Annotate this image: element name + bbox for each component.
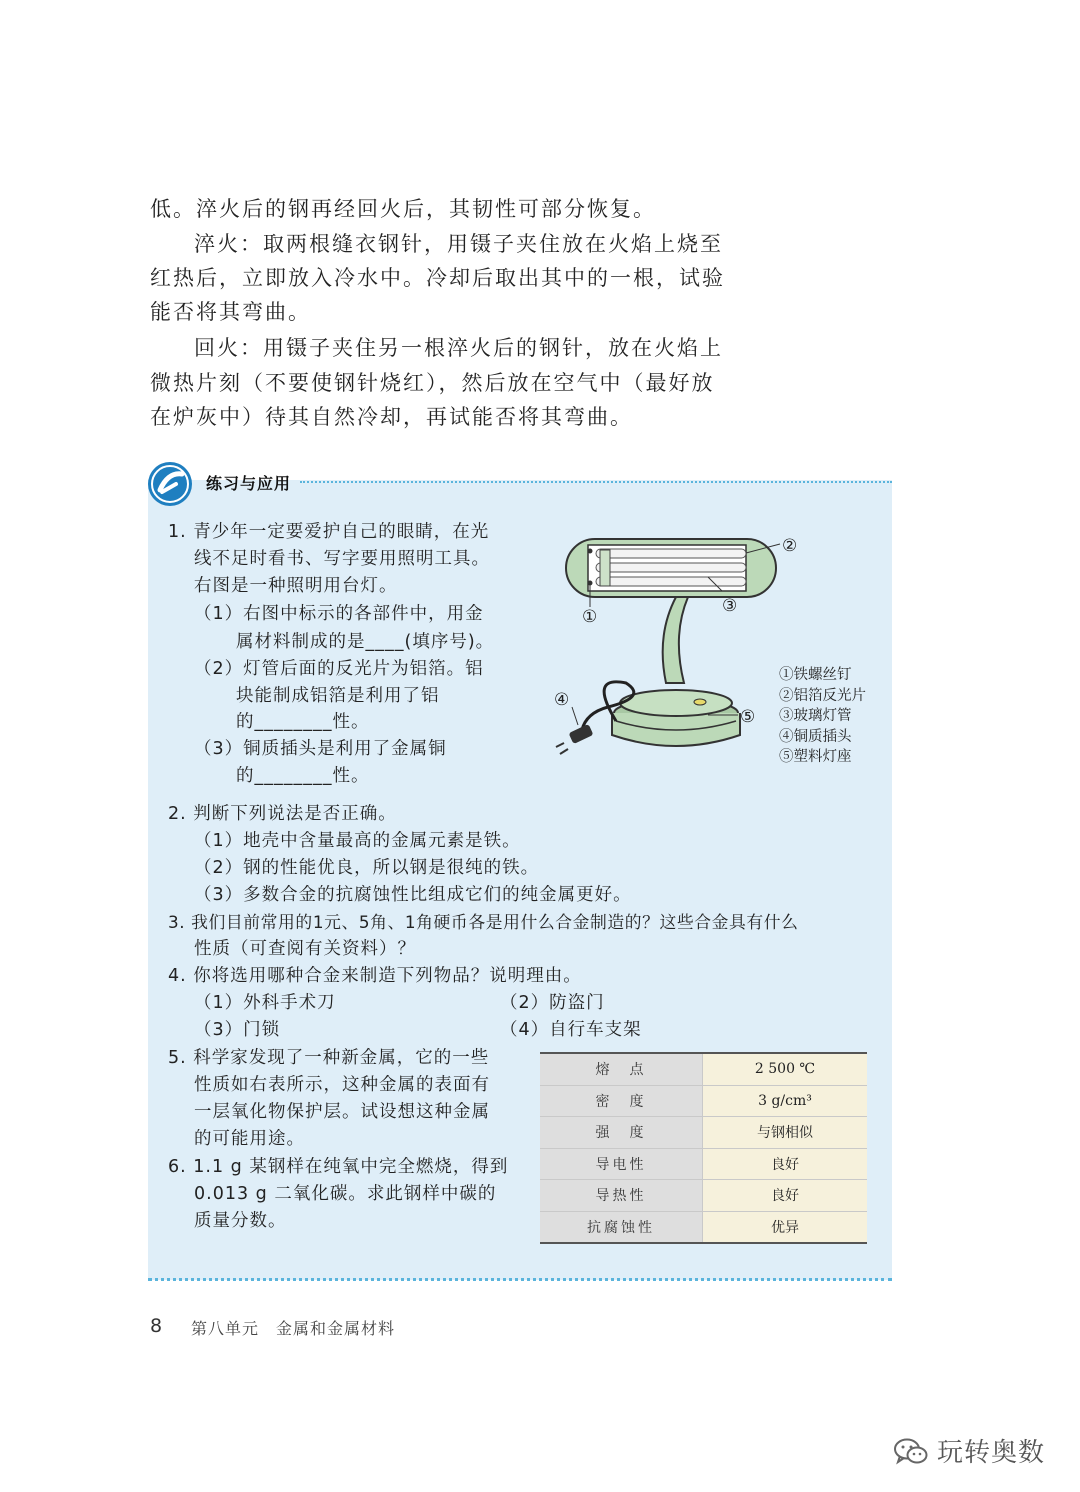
callout-5: ⑤ <box>740 707 756 727</box>
q5-line: 一层氧化物保护层。试设想这种金属 <box>194 1102 490 1122</box>
table-row <box>540 1211 867 1243</box>
q1-line: 右图是一种照明用台灯。 <box>194 576 398 596</box>
property-value: 良好 <box>703 1148 868 1180</box>
q6-line: 0.013 g 二氧化碳。求此钢样中碳的 <box>194 1184 497 1204</box>
property-value: 良好 <box>703 1180 868 1212</box>
q3-line: 3. 我们目前常用的1元、5角、1角硬币各是用什么合金制造的？这些合金具有什么 <box>168 912 799 932</box>
q1-line: 属材料制成的是____(填序号)。 <box>236 632 495 652</box>
q2-line: （3）多数合金的抗腐蚀性比组成它们的纯金属更好。 <box>194 885 632 905</box>
table-row <box>540 1117 867 1149</box>
lamp-legend <box>779 665 866 768</box>
q4-item: （2）防盗门 <box>500 993 605 1013</box>
metal-properties-table <box>540 1052 867 1244</box>
property-value: 与钢相似 <box>703 1117 868 1149</box>
section-badge-icon <box>146 460 194 508</box>
table-row <box>540 1180 867 1212</box>
property-name: 强 度 <box>540 1117 703 1149</box>
q5-line: 的可能用途。 <box>194 1129 305 1149</box>
callout-2: ② <box>782 536 798 556</box>
property-value: 优异 <box>703 1211 868 1243</box>
q2-line: （2）钢的性能优良，所以钢是很纯的铁。 <box>194 858 540 878</box>
callout-4: ④ <box>554 690 570 710</box>
legend-item: ③玻璃灯管 <box>779 708 852 724</box>
property-value: 3 g/cm³ <box>703 1085 868 1117</box>
q4-item: （1）外科手术刀 <box>194 993 336 1013</box>
property-value: 2 500 ℃ <box>703 1053 868 1085</box>
property-name: 导电性 <box>540 1148 703 1180</box>
q1-line: （3）铜质插头是利用了金属铜 <box>194 739 447 759</box>
wechat-icon <box>893 1437 929 1467</box>
property-name: 抗腐蚀性 <box>540 1211 703 1243</box>
property-name: 导热性 <box>540 1180 703 1212</box>
table-row <box>540 1053 867 1085</box>
q1-line: 1. 青少年一定要爱护自己的眼睛，在光 <box>168 522 490 542</box>
legend-item: ②铝箔反光片 <box>779 687 866 704</box>
property-name: 熔 点 <box>540 1053 703 1085</box>
table-row <box>540 1148 867 1180</box>
legend-item: ⑤塑料灯座 <box>779 749 852 765</box>
q4-stem: 4. 你将选用哪种合金来制造下列物品？说明理由。 <box>168 966 582 986</box>
q4-item: （4）自行车支架 <box>500 1020 642 1040</box>
section-divider-bottom <box>148 1278 892 1281</box>
q2-line: （1）地壳中含量最高的金属元素是铁。 <box>194 831 521 851</box>
property-name: 密 度 <box>540 1085 703 1117</box>
legend-item: ④铜质插头 <box>779 728 852 745</box>
legend-item: ①铁螺丝钉 <box>779 667 852 683</box>
page-number: 8 <box>150 1315 163 1337</box>
body-line: 低。淬火后的钢再经回火后，其韧性可部分恢复。 <box>150 197 656 221</box>
q1-line: （1）右图中标示的各部件中，用金 <box>194 604 484 624</box>
q1-line: 的________性。 <box>236 712 370 732</box>
section-divider-top <box>300 481 892 483</box>
callout-3: ③ <box>722 596 738 616</box>
q4-item: （3）门锁 <box>194 1020 281 1040</box>
q1-line: 的________性。 <box>236 766 370 786</box>
body-line: 微热片刻（不要使钢针烧红），然后放在空气中（最好放 <box>150 371 715 395</box>
body-line: 能否将其弯曲。 <box>150 300 311 324</box>
q1-line: 线不足时看书、写字要用照明工具。 <box>194 549 490 569</box>
section-title: 练习与应用 <box>206 474 292 493</box>
q6-line: 质量分数。 <box>194 1211 287 1231</box>
q5-line: 5. 科学家发现了一种新金属，它的一些 <box>168 1048 490 1068</box>
q1-line: 块能制成铝箔是利用了铝 <box>236 686 440 706</box>
q2-line: 2. 判断下列说法是否正确。 <box>168 804 397 824</box>
body-line: 回火：用镊子夹住另一根淬火后的钢针，放在火焰上 <box>194 336 723 360</box>
table-row <box>540 1085 867 1117</box>
q3-line: 性质（可查阅有关资料）？ <box>194 939 416 959</box>
watermark-text: 玩转奥数 <box>937 1438 1046 1468</box>
chapter-title: 第八单元 金属和金属材料 <box>191 1319 396 1338</box>
body-line: 淬火：取两根缝衣钢针，用镊子夹住放在火焰上烧至 <box>194 232 723 256</box>
q5-line: 性质如右表所示，这种金属的表面有 <box>194 1075 490 1095</box>
q6-line: 6. 1.1 g 某钢样在纯氧中完全燃烧，得到 <box>168 1157 509 1177</box>
callout-1: ① <box>582 607 598 627</box>
body-line: 在炉灰中）待其自然冷却，再试能否将其弯曲。 <box>150 405 633 429</box>
body-line: 红热后，立即放入冷水中。冷却后取出其中的一根，试验 <box>150 266 725 290</box>
q1-line: （2）灯管后面的反光片为铝箔。铝 <box>194 659 484 679</box>
